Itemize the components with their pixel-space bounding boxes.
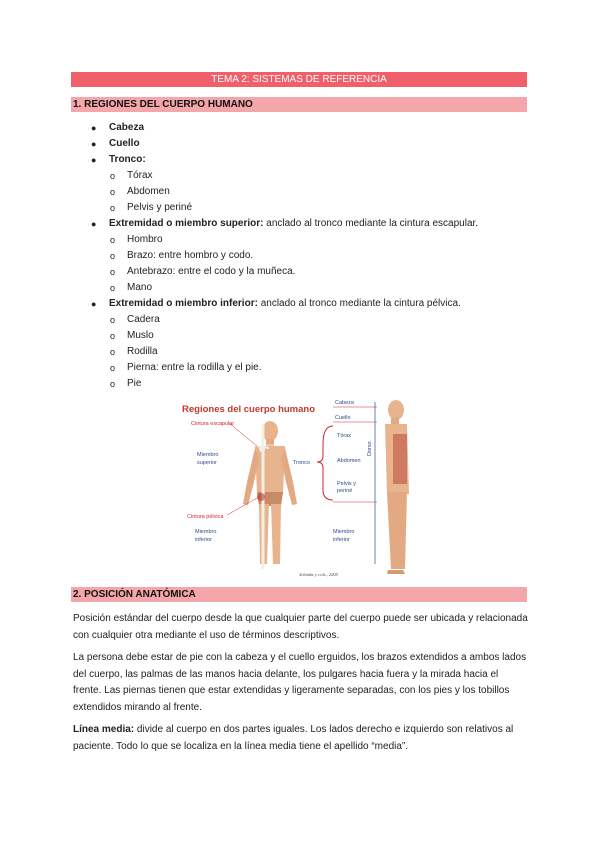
sub-item-label: Mano (127, 282, 153, 293)
list-item (91, 121, 145, 135)
sub-list-item (110, 169, 153, 183)
circle-bullet-icon: o (110, 251, 116, 261)
list-item-label: Extremidad o miembro inferior: (109, 298, 258, 309)
sub-list-item (110, 233, 163, 247)
label-pelvis-2: periné (337, 488, 353, 494)
label-torax: Tórax (337, 433, 352, 439)
list-item (91, 297, 461, 311)
sub-item-label: Pierna: entre la rodilla y el pie. (127, 362, 262, 373)
label-cintura-pelvica: Cintura pélvica (187, 514, 224, 520)
sub-item-label: Antebrazo: entre el codo y la muñeca. (127, 266, 296, 277)
list-item (91, 153, 146, 167)
label-miembro-inferior-r2: inferior (333, 537, 350, 543)
linea-media-text: divide al cuerpo en dos partes iguales. Los lados derecho e izquierdo son relativos al paciente. Todo lo que se localiza en la línea media tiene el apellido “media”. (73, 724, 514, 752)
list-item-description: anclado al tronco mediante la cintura pélvica. (257, 298, 461, 309)
label-miembro-superior-1: Miembro (197, 452, 219, 458)
paragraph-description: La persona debe estar de pie con la cabeza y el cuello erguidos, los brazos extendidos a ambos lados del cuerpo, las palmas de las manos hacia delante, los pulgares hacia fuera y la mirada hacia el frente. Las piernas tienen que estar extendidas y ligeramente separadas, con los pies y los tobillos extendidos mirando al frente. (73, 652, 527, 713)
bullet-icon: ● (91, 139, 97, 149)
list-item-label: Cuello (109, 138, 140, 149)
circle-bullet-icon: o (110, 315, 116, 325)
sub-item-label: Pie (127, 378, 142, 389)
label-cintura-escapular: Cintura escapular (191, 421, 235, 427)
figure-title: Regiones del cuerpo humano (182, 404, 316, 415)
label-abdomen: Abdomen (337, 458, 361, 464)
sub-item-label: Abdomen (127, 186, 170, 197)
label-miembro-inferior-r1: Miembro (333, 529, 355, 535)
bullet-icon: ● (91, 299, 97, 309)
sub-list-item (110, 329, 154, 343)
circle-bullet-icon: o (110, 203, 116, 213)
list-item-label: Cabeza (109, 122, 145, 133)
figure-credit: Schünke y cols., 2005 (299, 572, 338, 577)
sub-list-item (110, 249, 254, 263)
sub-item-label: Muslo (127, 330, 154, 341)
sub-item-label: Pelvis y periné (127, 202, 193, 213)
sub-item-label: Brazo: entre hombro y codo. (127, 250, 254, 261)
sub-list-item (110, 265, 296, 279)
label-dorso: Dorso (367, 441, 373, 456)
label-miembro-inferior-1: Miembro (195, 529, 217, 535)
sub-item-label: Cadera (127, 314, 160, 325)
circle-bullet-icon: o (110, 347, 116, 357)
sub-list-item (110, 201, 193, 215)
paragraph-linea-media (73, 722, 529, 755)
circle-bullet-icon: o (110, 363, 116, 373)
circle-bullet-icon: o (110, 331, 116, 341)
circle-bullet-icon: o (110, 171, 116, 181)
label-pelvis-1: Pelvis y (337, 481, 356, 487)
sub-item-label: Tórax (127, 170, 153, 181)
list-item-label: Tronco: (109, 154, 146, 165)
section-heading-posicion: 2. POSICIÓN ANATÓMICA (71, 587, 527, 602)
label-miembro-inferior-2: inferior (195, 537, 212, 543)
circle-bullet-icon: o (110, 235, 116, 245)
document-title: TEMA 2: SISTEMAS DE REFERENCIA (71, 72, 527, 87)
bullet-icon: ● (91, 155, 97, 165)
label-tronco: Tronco (293, 460, 310, 466)
circle-bullet-icon: o (110, 187, 116, 197)
paragraph-definition: Posición estándar del cuerpo desde la que cualquier parte del cuerpo puede ser ubicada y relacionada con cualquier otra mediante el uso de términos descriptivos. (73, 613, 528, 641)
section-heading-regiones: 1. REGIONES DEL CUERPO HUMANO (71, 97, 527, 112)
bullet-icon: ● (91, 219, 97, 229)
body-regions-figure (177, 394, 422, 580)
sub-list-item (110, 377, 142, 391)
sub-list-item (110, 361, 262, 375)
circle-bullet-icon: o (110, 267, 116, 277)
list-item-label: Extremidad o miembro superior: (109, 218, 264, 229)
label-cuello: Cuello (335, 415, 351, 421)
list-item (91, 137, 140, 151)
list-item-description: anclado al tronco mediante la cintura escapular. (263, 218, 479, 229)
linea-media-label: Línea media: (73, 724, 135, 735)
sub-list-item (110, 313, 160, 327)
label-miembro-superior-2: superior (197, 460, 217, 466)
bullet-icon: ● (91, 123, 97, 133)
sub-list-item (110, 281, 153, 295)
label-cabeza: Cabeza (335, 400, 354, 406)
sub-item-label: Rodilla (127, 346, 158, 357)
sub-item-label: Hombro (127, 234, 163, 245)
sub-list-item (110, 345, 158, 359)
circle-bullet-icon: o (110, 283, 116, 293)
sub-list-item (110, 185, 170, 199)
circle-bullet-icon: o (110, 379, 116, 389)
list-item (91, 217, 479, 231)
